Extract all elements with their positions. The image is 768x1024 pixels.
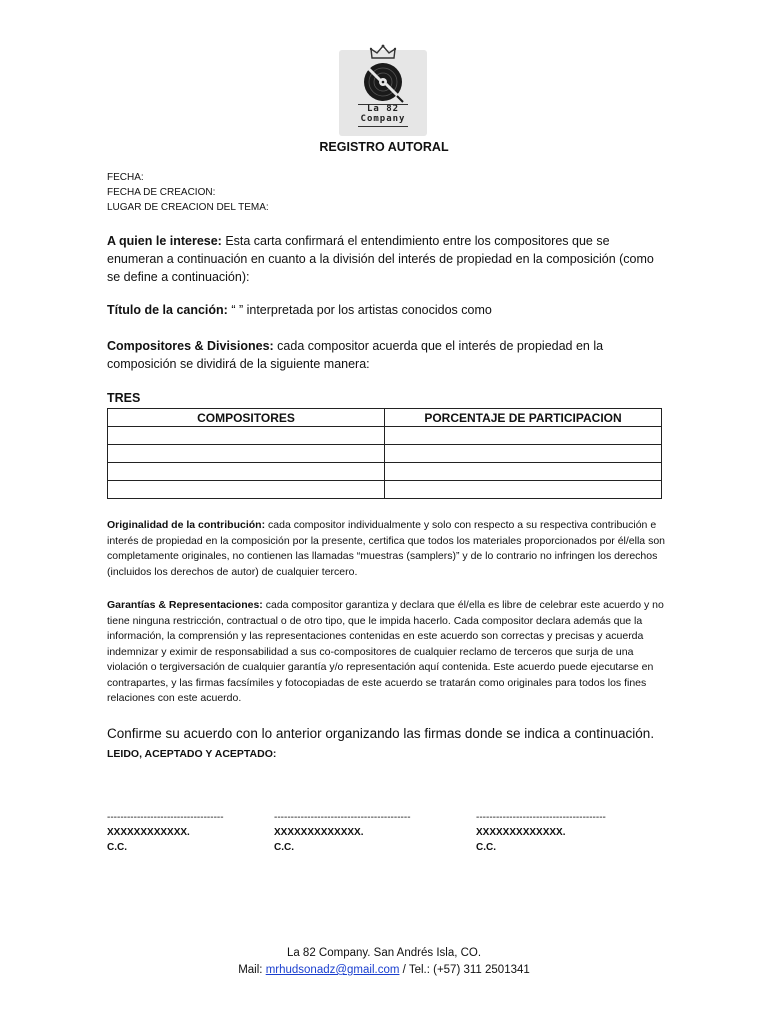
song-title-lead: Título de la canción: — [107, 303, 228, 317]
intro-text: Esta carta confirmará el entendimiento entre los compositores que se enumeran a continuación en cuanto a la división del interés de propiedad en la composición (como se define a continuación): — [107, 234, 654, 284]
confirm-paragraph — [107, 724, 667, 764]
originality-paragraph — [107, 518, 667, 580]
intro-paragraph — [107, 232, 667, 286]
warranties-text: cada compositor garantiza y declara que él/ella es libre de celebrar este acuerdo y no tiene ninguna restricción, contractual o de otro tipo, que le impida hacerlo. Cada compositor declara además que la información, la comprensión y las representaciones contenidas en este acuerdo son correctas y precisas y acuerda indemnizar y eximir de responsabilidad a sus co-compositores de cualquier reclamo de terceros que surja de una violación o tergiversación de cualquier garantía y/o representación aquí contenida. Este acuerdo puede ejecutarse en contrapartes, y las firmas facsímiles y fotocopiadas de este acuerdo se tratarán como originales para todos los fines relaciones con este acuerdo. — [107, 599, 664, 704]
signature-id: C.C. — [476, 842, 496, 853]
signature-id: C.C. — [107, 842, 127, 853]
logo-text-line2: Company — [360, 114, 406, 124]
divisions-text: cada compositor acuerda que el interés de propiedad en la composición se dividirá de la siguiente manera: — [107, 339, 604, 371]
confirm-bold: LEIDO, ACEPTADO Y ACEPTADO: — [107, 748, 277, 760]
table-cell[interactable] — [385, 445, 662, 463]
company-logo — [339, 44, 427, 136]
section-label-tres: TRES — [107, 391, 141, 405]
signature-block — [274, 810, 411, 855]
column-header-composers: COMPOSITORES — [108, 409, 385, 427]
table-row — [108, 445, 662, 463]
divisions-paragraph — [107, 337, 667, 373]
originality-text: cada compositor individualmente y solo con respecto a su respectiva contribución e interés de propiedad en la composición por la presente, certifica que todos los materiales proporcionados por él/ella son completamente originales, no contienen las llamadas “muestras (samplers)” y de lo contrario no infringen los derechos (incluidos los derechos de autor) de cualquier tercero. — [107, 519, 665, 578]
song-title-text: “ ” interpretada por los artistas conocidos como — [227, 303, 492, 317]
field-fecha-creacion: FECHA DE CREACION: — [107, 187, 216, 198]
column-header-percentage: PORCENTAJE DE PARTICIPACION — [385, 409, 662, 427]
signature-name: XXXXXXXXXXXX. — [107, 827, 190, 838]
table-cell[interactable] — [385, 481, 662, 499]
signature-id: C.C. — [274, 842, 294, 853]
signature-line: ----------------------------------- — [107, 812, 224, 823]
signature-line: ----------------------------------------- — [274, 812, 411, 823]
table-header-row — [108, 409, 662, 427]
intro-lead: A quien le interese: — [107, 234, 222, 248]
footer-address: La 82 Company. San Andrés Isla, CO. — [286, 947, 482, 959]
footer-mail-label: Mail: — [238, 964, 266, 976]
field-lugar-creacion: LUGAR DE CREACION DEL TEMA: — [107, 202, 269, 213]
signature-line: --------------------------------------- — [476, 812, 606, 823]
signature-name: XXXXXXXXXXXXX. — [476, 827, 566, 838]
warranties-paragraph — [107, 598, 667, 707]
vinyl-disc-icon — [359, 58, 407, 106]
footer-contact — [0, 962, 768, 979]
composers-table — [107, 408, 662, 499]
meta-fields — [107, 170, 269, 215]
table-cell[interactable] — [108, 445, 385, 463]
table-cell[interactable] — [108, 463, 385, 481]
warranties-lead: Garantías & Representaciones: — [107, 599, 263, 611]
originality-lead: Originalidad de la contribución: — [107, 519, 266, 531]
table-cell[interactable] — [108, 427, 385, 445]
logo-text-line1: La 82 — [366, 104, 400, 114]
table-row — [108, 463, 662, 481]
divisions-lead: Compositores & Divisiones: — [107, 339, 274, 353]
email-link[interactable]: mrhudsonadz@gmail.com — [265, 964, 400, 976]
table-cell[interactable] — [385, 427, 662, 445]
document-title: REGISTRO AUTORAL — [319, 140, 449, 154]
song-title-paragraph — [107, 301, 667, 319]
confirm-text: Confirme su acuerdo con lo anterior organizando las firmas donde se indica a continuación. — [107, 726, 655, 741]
footer-phone: / Tel.: (+57) 311 2501341 — [399, 964, 530, 976]
table-row — [108, 481, 662, 499]
signature-name: XXXXXXXXXXXXX. — [274, 827, 364, 838]
signature-block — [476, 810, 606, 855]
field-fecha: FECHA: — [107, 172, 144, 183]
table-cell[interactable] — [108, 481, 385, 499]
signature-block — [107, 810, 224, 855]
logo-rule — [358, 126, 408, 127]
table-row — [108, 427, 662, 445]
table-cell[interactable] — [385, 463, 662, 481]
